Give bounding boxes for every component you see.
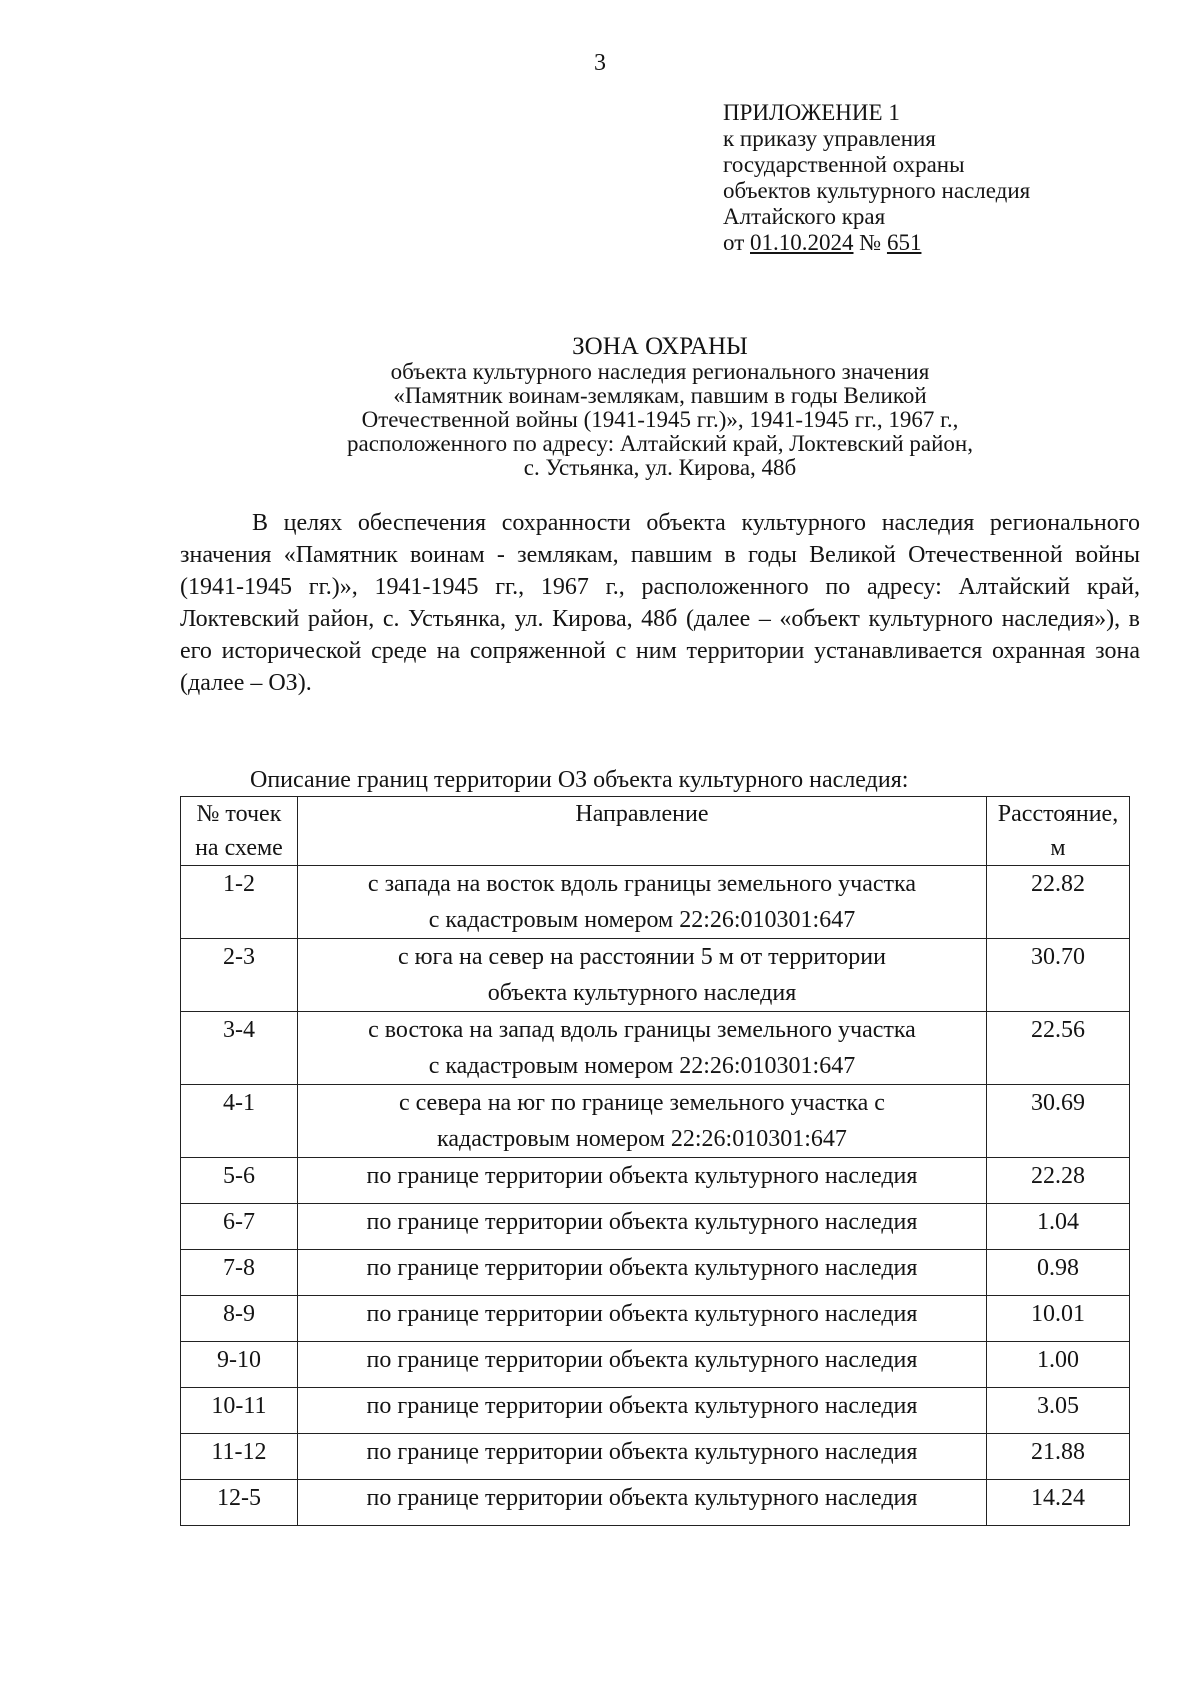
header-distance: Расстояние, м (987, 797, 1130, 866)
order-number: 651 (886, 230, 922, 255)
cell-distance: 14.24 (987, 1480, 1130, 1526)
appendix-line: объектов культурного наследия (723, 178, 1031, 203)
intro-paragraph: В целях обеспечения сохранности объекта культурного наследия регионального значения «Памятник воинам - землякам, павшим в годы Великой Отечественной войны (1941-1945 гг.)», 1941-1945 гг., 1967 г., расположенного по адресу: Алтайский край, Локтевский район, с. Устьянка, ул. Кирова, 48б (далее – «объект культурного наследия»), в его исторической среде на сопряженной с ним территории устанавливается охранная зона (далее – ОЗ). (180, 510, 1140, 696)
cell-distance: 30.70 (987, 939, 1130, 1012)
cell-distance: 21.88 (987, 1434, 1130, 1480)
table-row (181, 1158, 1130, 1204)
cell-direction: по границе территории объекта культурного наследия (297, 1204, 986, 1250)
cell-direction: по границе территории объекта культурного наследия (297, 1296, 986, 1342)
cell-distance: 1.00 (987, 1342, 1130, 1388)
cell-points: 3-4 (181, 1012, 298, 1085)
cell-distance: 10.01 (987, 1296, 1130, 1342)
cell-points: 1-2 (181, 866, 298, 939)
cell-distance: 1.04 (987, 1204, 1130, 1250)
cell-points: 11-12 (181, 1434, 298, 1480)
table-row (181, 1012, 1130, 1085)
cell-direction: по границе территории объекта культурного наследия (297, 1342, 986, 1388)
title-line: с. Устьянка, ул. Кирова, 48б (523, 455, 797, 480)
cell-direction: по границе территории объекта культурного наследия (297, 1434, 986, 1480)
cell-distance: 3.05 (987, 1388, 1130, 1434)
cell-points: 6-7 (181, 1204, 298, 1250)
title-line: объекта культурного наследия регионального значения (390, 359, 930, 384)
cell-distance: 22.56 (987, 1012, 1130, 1085)
table-caption: Описание границ территории ОЗ объекта культурного наследия: (250, 767, 909, 793)
cell-direction: по границе территории объекта культурного наследия (297, 1250, 986, 1296)
table-header-row (181, 797, 1130, 866)
title-line: расположенного по адресу: Алтайский край, Локтевский район, (347, 431, 973, 456)
appendix-line: Алтайского края (723, 204, 886, 229)
number-sign: № (859, 230, 882, 255)
cell-direction: с запада на восток вдоль границы земельного участка с кадастровым номером 22:26:010301:647 (297, 866, 986, 939)
title-line: «Памятник воинам-землякам, павшим в годы Великой (393, 383, 927, 408)
appendix-line: к приказу управления (723, 126, 936, 151)
appendix-block (723, 100, 1030, 256)
cell-direction: с востока на запад вдоль границы земельного участка с кадастровым номером 22:26:010301:647 (297, 1012, 986, 1085)
cell-direction: по границе территории объекта культурного наследия (297, 1480, 986, 1526)
table-row (181, 1342, 1130, 1388)
cell-direction: по границе территории объекта культурного наследия (297, 1158, 986, 1204)
date-prefix: от (723, 230, 745, 255)
table-row (181, 866, 1130, 939)
table-row (181, 1480, 1130, 1526)
appendix-line: государственной охраны (723, 152, 965, 177)
order-date: 01.10.2024 (750, 230, 854, 255)
page-number: 3 (594, 50, 606, 76)
cell-direction: с юга на север на расстоянии 5 м от территории объекта культурного наследия (297, 939, 986, 1012)
boundary-table (180, 796, 1130, 1526)
table-row (181, 1250, 1130, 1296)
table-row (181, 1434, 1130, 1480)
title-heading: ЗОНА ОХРАНЫ (572, 333, 748, 360)
cell-points: 5-6 (181, 1158, 298, 1204)
title-line: Отечественной войны (1941-1945 гг.)», 1941-1945 гг., 1967 г., (361, 407, 959, 432)
table-row (181, 1388, 1130, 1434)
cell-points: 10-11 (181, 1388, 298, 1434)
table-row (181, 1204, 1130, 1250)
document-title (0, 333, 1200, 480)
cell-points: 4-1 (181, 1085, 298, 1158)
cell-distance: 30.69 (987, 1085, 1130, 1158)
cell-points: 7-8 (181, 1250, 298, 1296)
header-points: № точек на схеме (181, 797, 298, 866)
appendix-title: ПРИЛОЖЕНИЕ 1 (723, 100, 900, 125)
header-direction: Направление (297, 797, 986, 866)
table-row (181, 939, 1130, 1012)
cell-direction: по границе территории объекта культурного наследия (297, 1388, 986, 1434)
cell-distance: 22.82 (987, 866, 1130, 939)
cell-points: 9-10 (181, 1342, 298, 1388)
cell-points: 12-5 (181, 1480, 298, 1526)
table-row (181, 1296, 1130, 1342)
cell-points: 8-9 (181, 1296, 298, 1342)
cell-direction: с севера на юг по границе земельного участка с кадастровым номером 22:26:010301:647 (297, 1085, 986, 1158)
table-row (181, 1085, 1130, 1158)
cell-distance: 22.28 (987, 1158, 1130, 1204)
cell-distance: 0.98 (987, 1250, 1130, 1296)
cell-points: 2-3 (181, 939, 298, 1012)
appendix-date-line (723, 230, 1030, 256)
